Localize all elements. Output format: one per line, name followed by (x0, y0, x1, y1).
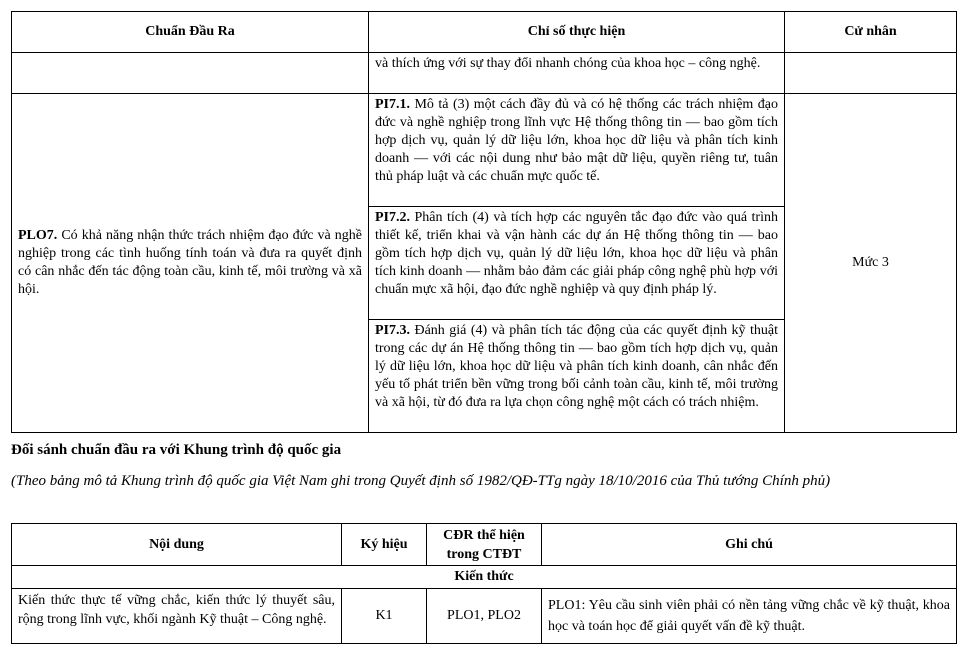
continuation-empty-cell (12, 53, 369, 94)
pi-code: PI7.3. (375, 323, 410, 338)
plo7-code: PLO7. (18, 228, 58, 243)
row-note: PLO1: Yêu cầu sinh viên phải có nền tảng vững chắc về kỹ thuật, khoa học và toán học để giải quyết vấn đề kỹ thuật. (542, 589, 957, 644)
plo-table (11, 11, 957, 433)
level-cell: Mức 3 (785, 94, 957, 433)
plo7-cell (12, 94, 369, 433)
pi-code: PI7.1. (375, 97, 410, 112)
header-bachelor: Cử nhân (785, 12, 957, 53)
header-cdr: CĐR thể hiện trong CTĐT (427, 524, 542, 566)
plo-table-header-row (12, 12, 957, 53)
pi-text: Phân tích (4) và tích hợp các nguyên tắc đạo đức vào quá trình thiết kế, triển khai và vận hành các dự án Hệ thống thông tin — bao gồm tích hợp dịch vụ, quản lý dữ liệu lớn, khoa học dữ liệu và phân tích kinh doanh — nhằm bảo đảm các giải pháp công nghệ phù hợp với chuẩn mực xã hội, đạo đức nghề nghiệp và quy định pháp lý. (375, 210, 778, 297)
row-content: Kiến thức thực tế vững chắc, kiến thức lý thuyết sâu, rộng trong lĩnh vực, khối ngành Kỹ thuật – Công nghệ. (12, 589, 342, 644)
pi-code: PI7.2. (375, 210, 410, 225)
continuation-text: và thích ứng với sự thay đổi nhanh chóng của khoa học – công nghệ. (369, 53, 785, 94)
pi-text: Đánh giá (4) và phân tích tác động của các quyết định kỹ thuật trong các dự án Hệ thống thông tin — bao gồm tích hợp dịch vụ, quản lý dữ liệu lớn, khoa học dữ liệu và phân tích kinh doanh, cân nhắc đến yếu tố phát triển bền vững trong bối cảnh toàn cầu, kinh tế, môi trường và xã hội, từ đó đưa ra lựa chọn công nghệ một cách có trách nhiệm. (375, 323, 779, 410)
pi-row (12, 94, 957, 207)
pi-cell (369, 207, 785, 320)
header-content: Nội dung (12, 524, 342, 566)
plo7-text: Có khả năng nhận thức trách nhiệm đạo đức và nghề nghiệp trong các tình huống tính toán và đưa ra quyết định có cân nhắc đến tác động toàn cầu, kinh tế, môi trường và xã hội. (18, 228, 362, 297)
row-cdr: PLO1, PLO2 (427, 589, 542, 644)
pi-cell (369, 94, 785, 207)
section-row (12, 566, 957, 589)
header-symbol: Ký hiệu (342, 524, 427, 566)
table-row (12, 589, 957, 644)
header-learning-outcome: Chuẩn Đầu Ra (12, 12, 369, 53)
header-note: Ghi chú (542, 524, 957, 566)
section-heading: Đối sánh chuẩn đầu ra với Khung trình độ quốc gia (11, 442, 342, 458)
row-symbol: K1 (342, 589, 427, 644)
section-note: (Theo bảng mô tả Khung trình độ quốc gia Việt Nam ghi trong Quyết định số 1982/QĐ-TTg ngày 18/10/2016 của Thủ tướng Chính phủ) (11, 473, 831, 489)
pi-cell (369, 320, 785, 433)
header-performance-indicator: Chỉ số thực hiện (369, 12, 785, 53)
continuation-empty-cell (785, 53, 957, 94)
section-knowledge: Kiến thức (12, 566, 957, 589)
pi-text: Mô tả (3) một cách đầy đủ và có hệ thống các trách nhiệm đạo đức và nghề nghiệp trong lĩnh vực Hệ thống thông tin — bao gồm tích hợp dịch vụ, quản lý dữ liệu lớn, khoa học dữ liệu và phân tích kinh doanh — với các nội dung như bảo mật dữ liệu, quyền riêng tư, tuân thủ pháp luật và các chuẩn mực quốc tế. (375, 97, 779, 184)
nqf-table (11, 523, 957, 644)
continuation-row (12, 53, 957, 94)
nqf-table-header-row (12, 524, 957, 566)
